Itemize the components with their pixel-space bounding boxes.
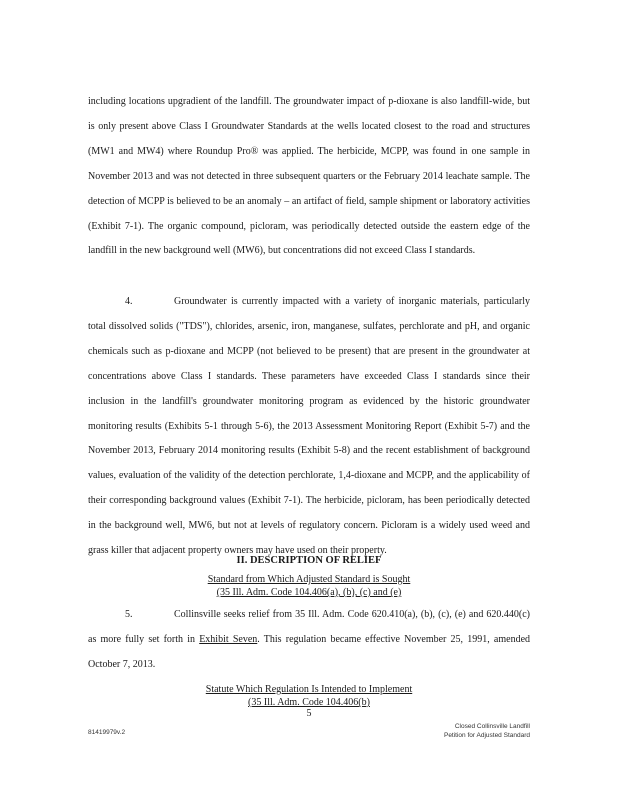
paragraph-continuation-text: including locations upgradient of the landfill. The groundwater impact of p-dioxane is also landfill-wide, but is only present above Class I Groundwater Standards at the wells located closest to the road and structures (MW1 and MW4) where Roundup Pro® was applied. The herbicide, MCPP, was found in one sample in November 2013 and was not detected in three subsequent quarters or the February 2014 leachate sample. The detection of MCPP is believed to be an anomaly – an artifact of field, sample shipment or laboratory activities (Exhibit 7-1). The organic compound, picloram, was periodically detected outside the eastern edge of the landfill in the new background well (MW6), but concentrations did not exceed Class I standards. — [88, 96, 530, 257]
paragraph-4 — [88, 290, 530, 564]
paragraph-5-number: 5. — [125, 609, 133, 620]
paragraph-5 — [88, 603, 530, 678]
document-id: 81419979v.2 — [88, 729, 126, 736]
paragraph-5-text-before: Collinsville seeks relief from 35 Ill. Adm. Code 620.410(a), (b), (c), (e) and 620.440(c) as more fully set forth in — [88, 609, 530, 645]
paragraph-4-text: Groundwater is currently impacted with a variety of inorganic materials, particularly total dissolved solids ("TDS"), chlorides, arsenic, iron, manganese, sulfates, perchlorate and pH, and organic chemicals such as p-dioxane and MCPP (not believed to be present) that are present in the groundwater at concentrations above Class I standards. These parameters have exceeded Class I standards since their inclusion in the landfill's groundwater monitoring program as evidenced by the historic groundwater monitoring results (Exhibits 5-1 through 5-6), the 2013 Assessment Monitoring Report (Exhibit 5-7) and the November 2013, February 2014 monitoring results (Exhibit 5-8) and the recent establishment of background values, evaluation of the validity of the detection perchlorate, 1,4-dioxane and MCPP, and the applicability of their corresponding background values (Exhibit 7-1). The herbicide, picloram, has been periodically detected in the background well, MW6, but not at levels of regulatory concern. Picloram is a widely used weed and grass killer that adjacent property owners may have used on their property. — [88, 296, 530, 557]
exhibit-seven-reference: Exhibit Seven — [199, 633, 258, 645]
paragraph-continuation — [88, 90, 530, 264]
footer-caption — [444, 722, 530, 740]
subheading-statute-citation: (35 Ill. Adm. Code 104.406(b) — [248, 697, 370, 708]
section-heading: II. DESCRIPTION OF RELIEF — [236, 555, 382, 566]
paragraph-5-text-after: . This regulation became effective November 25, 1991, amended October 7, 2013. — [88, 633, 531, 670]
footer-caption-line-1: Closed Collinsville Landfill — [454, 723, 530, 730]
subheading-statute: Statute Which Regulation Is Intended to Implement — [205, 684, 413, 695]
page-number: 5 — [306, 708, 312, 719]
paragraph-4-number: 4. — [125, 296, 133, 307]
subheading-standard: Standard from Which Adjusted Standard is Sought — [207, 574, 411, 585]
subheading-standard-citation: (35 Ill. Adm. Code 104.406(a), (b), (c) and (e) — [216, 587, 402, 598]
footer-caption-line-2: Petition for Adjusted Standard — [443, 732, 530, 739]
